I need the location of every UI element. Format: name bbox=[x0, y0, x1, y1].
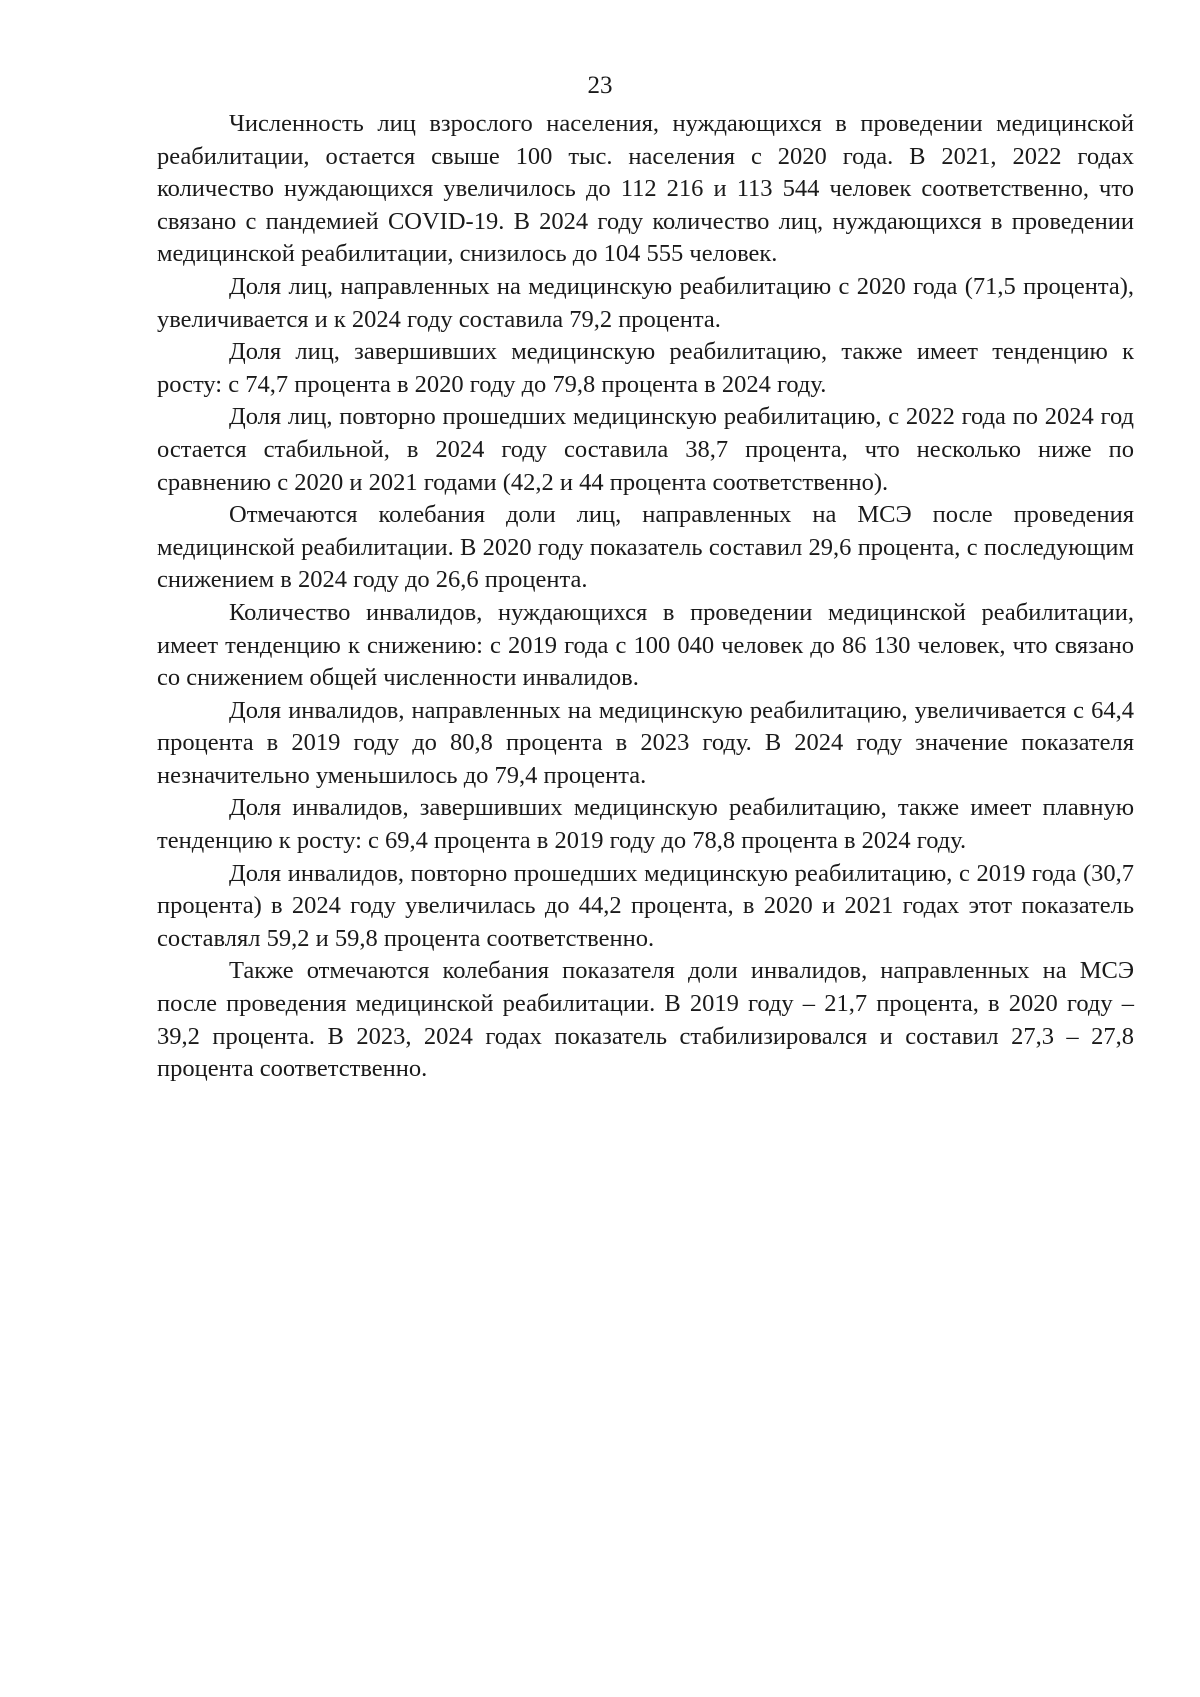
paragraph-disabled-rehab-need: Количество инвалидов, нуждающихся в проведении медицинской реабилитации, имеет тенденцию к снижению: с 2019 года с 100 040 человек до 86 130 человек, что связано со снижением общей численности инвалидов. bbox=[157, 598, 1134, 692]
paragraph-adult-rehab-need: Численность лиц взрослого населения, нуждающихся в проведении медицинской реабилитации, остается свыше 100 тыс. населения с 2020 года. В 2021, 2022 годах количество нуждающихся увеличилось до 112 216 и 113 544 человек соответственно, что связано с пандемией COVID-19. В 2024 году количество лиц, нуждающихся в проведении медицинской реабилитации, снизилось до 104 555 человек. bbox=[157, 110, 1134, 268]
paragraph-disabled-repeated-share: Доля инвалидов, повторно прошедших медицинскую реабилитацию, с 2019 года (30,7 процента) в 2024 году увеличилась до 44,2 процента, в 2020 и 2021 годах этот показатель составлял 59,2 и 59,8 процента соответственно. bbox=[157, 859, 1134, 952]
page-number: 23 bbox=[587, 72, 613, 99]
document-body bbox=[157, 108, 1134, 1086]
paragraph-adult-referred-share: Доля лиц, направленных на медицинскую реабилитацию с 2020 года (71,5 процента), увеличивается и к 2024 году составила 79,2 процента. bbox=[157, 272, 1134, 333]
paragraph-adult-completed-share: Доля лиц, завершивших медицинскую реабилитацию, также имеет тенденцию к росту: с 74,7 процента в 2020 году до 79,8 процента в 2024 году. bbox=[157, 338, 1134, 398]
paragraph-adult-mse-referral: Отмечаются колебания доли лиц, направленных на МСЭ после проведения медицинской реабилитации. В 2020 году показатель составил 29,6 процента, с последующим снижением в 2024 году до 26,6 процента. bbox=[157, 501, 1134, 594]
paragraph-disabled-referred-share: Доля инвалидов, направленных на медицинскую реабилитацию, увеличивается с 64,4 процента в 2019 году до 80,8 процента в 2023 году. В 2024 году значение показателя незначительно уменьшилось до 79,4 процента. bbox=[157, 696, 1134, 789]
paragraph-disabled-mse-referral: Также отмечаются колебания показателя доли инвалидов, направленных на МСЭ после проведения медицинской реабилитации. В 2019 году – 21,7 процента, в 2020 году – 39,2 процента. В 2023, 2024 годах показатель стабилизировался и составил 27,3 – 27,8 процента соответственно. bbox=[157, 957, 1134, 1083]
paragraph-disabled-completed-share: Доля инвалидов, завершивших медицинскую реабилитацию, также имеет плавную тенденцию к росту: с 69,4 процента в 2019 году до 78,8 процента в 2024 году. bbox=[157, 794, 1134, 855]
paragraph-adult-repeated-share: Доля лиц, повторно прошедших медицинскую реабилитацию, с 2022 года по 2024 год остается стабильной, в 2024 году составила 38,7 процента, что несколько ниже по сравнению с 2020 и 2021 годами (42,2 и 44 процента соответственно). bbox=[157, 403, 1134, 496]
